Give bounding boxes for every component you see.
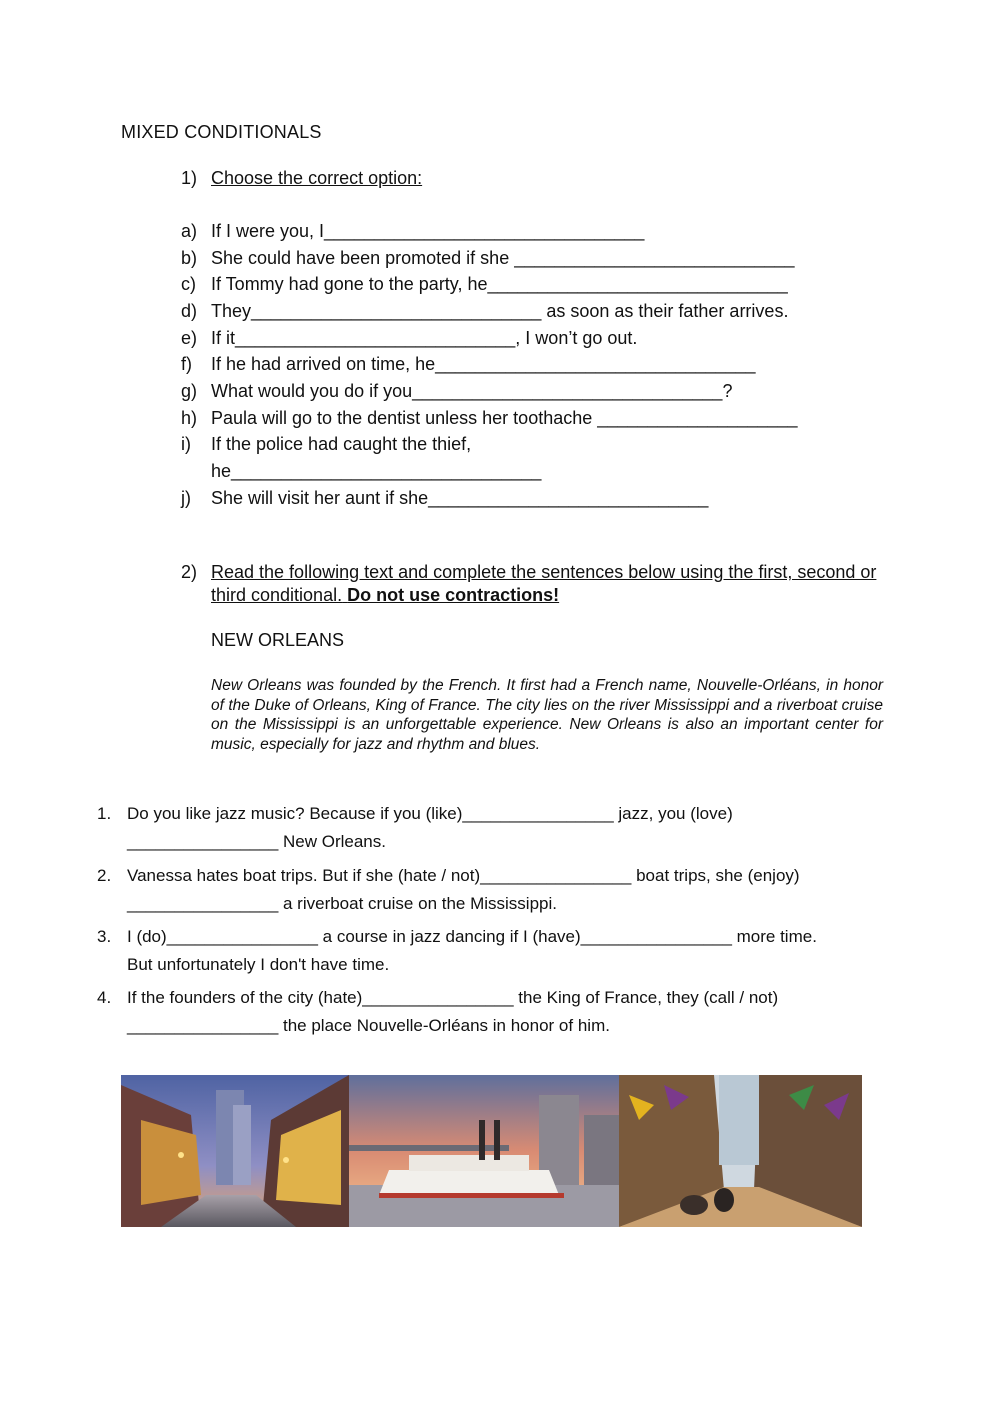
item-j[interactable]: j) She will visit her aunt if she____________________________	[181, 488, 709, 508]
page-title: MIXED CONDITIONALS	[121, 122, 322, 142]
exercise-2[interactable]: 2. Vanessa hates boat trips. But if she (hate / not)________________ boat trips, she (enjoy) ________________ a riverboat cruise on the Mississippi.	[97, 866, 800, 913]
exercise-4[interactable]: 4. If the founders of the city (hate)________________ the King of France, they (call / not) ________________ the place Nouvelle-Orléans in honor of him.	[97, 988, 779, 1035]
item-a[interactable]: a) If I were you, I________________________________	[181, 221, 645, 241]
exercise-1[interactable]: 1. Do you like jazz music? Because if you (like)________________ jazz, you (love) ________________ New Orleans.	[97, 804, 733, 851]
item-e[interactable]: e) If it____________________________, I won’t go out.	[181, 328, 638, 348]
photo-strip	[121, 1075, 862, 1227]
section1-number: 1)	[181, 168, 198, 188]
exercise-3[interactable]: 3. I (do)________________ a course in jazz dancing if I (have)________________ more time. But unfortunately I don't have time.	[97, 927, 817, 974]
french-quarter-street-musicians-photo	[619, 1075, 862, 1227]
reading-title: NEW ORLEANS	[211, 630, 345, 650]
section1-title: Choose the correct option:	[211, 168, 423, 188]
item-f[interactable]: f) If he had arrived on time, he________________________________	[181, 354, 756, 374]
section2-instruction: 2) Read the following text and complete the sentences below using the first, second or third conditional. Do not use contractions!	[181, 562, 877, 605]
bourbon-street-night-photo	[121, 1075, 349, 1227]
section2-warning: Do not use contractions!	[347, 585, 560, 605]
item-c[interactable]: c) If Tommy had gone to the party, he______________________________	[181, 274, 788, 294]
item-h[interactable]: h) Paula will go to the dentist unless her toothache ____________________	[181, 408, 798, 428]
item-g[interactable]: g) What would you do if you_______________________________?	[181, 381, 733, 401]
item-b[interactable]: b) She could have been promoted if she ____________________________	[181, 248, 795, 268]
reading-paragraph: New Orleans was founded by the French. It first had a French name, Nouvelle-Orléans, in honor of the Duke of Orleans, King of France. The city lies on the river Mississippi and a riverboat cruise on the Mississippi is an unforgettable experience. New Orleans is also an important center for music, especially for jazz and rhythm and blues.	[211, 677, 883, 753]
item-i-continuation[interactable]: he_______________________________	[211, 461, 542, 481]
item-i[interactable]: i) If the police had caught the thief,	[181, 434, 472, 454]
item-d[interactable]: d) They_____________________________ as soon as their father arrives.	[181, 301, 789, 321]
riverboat-mississippi-photo	[349, 1075, 619, 1227]
section1-heading	[181, 168, 422, 189]
section2-number: 2)	[181, 562, 198, 582]
